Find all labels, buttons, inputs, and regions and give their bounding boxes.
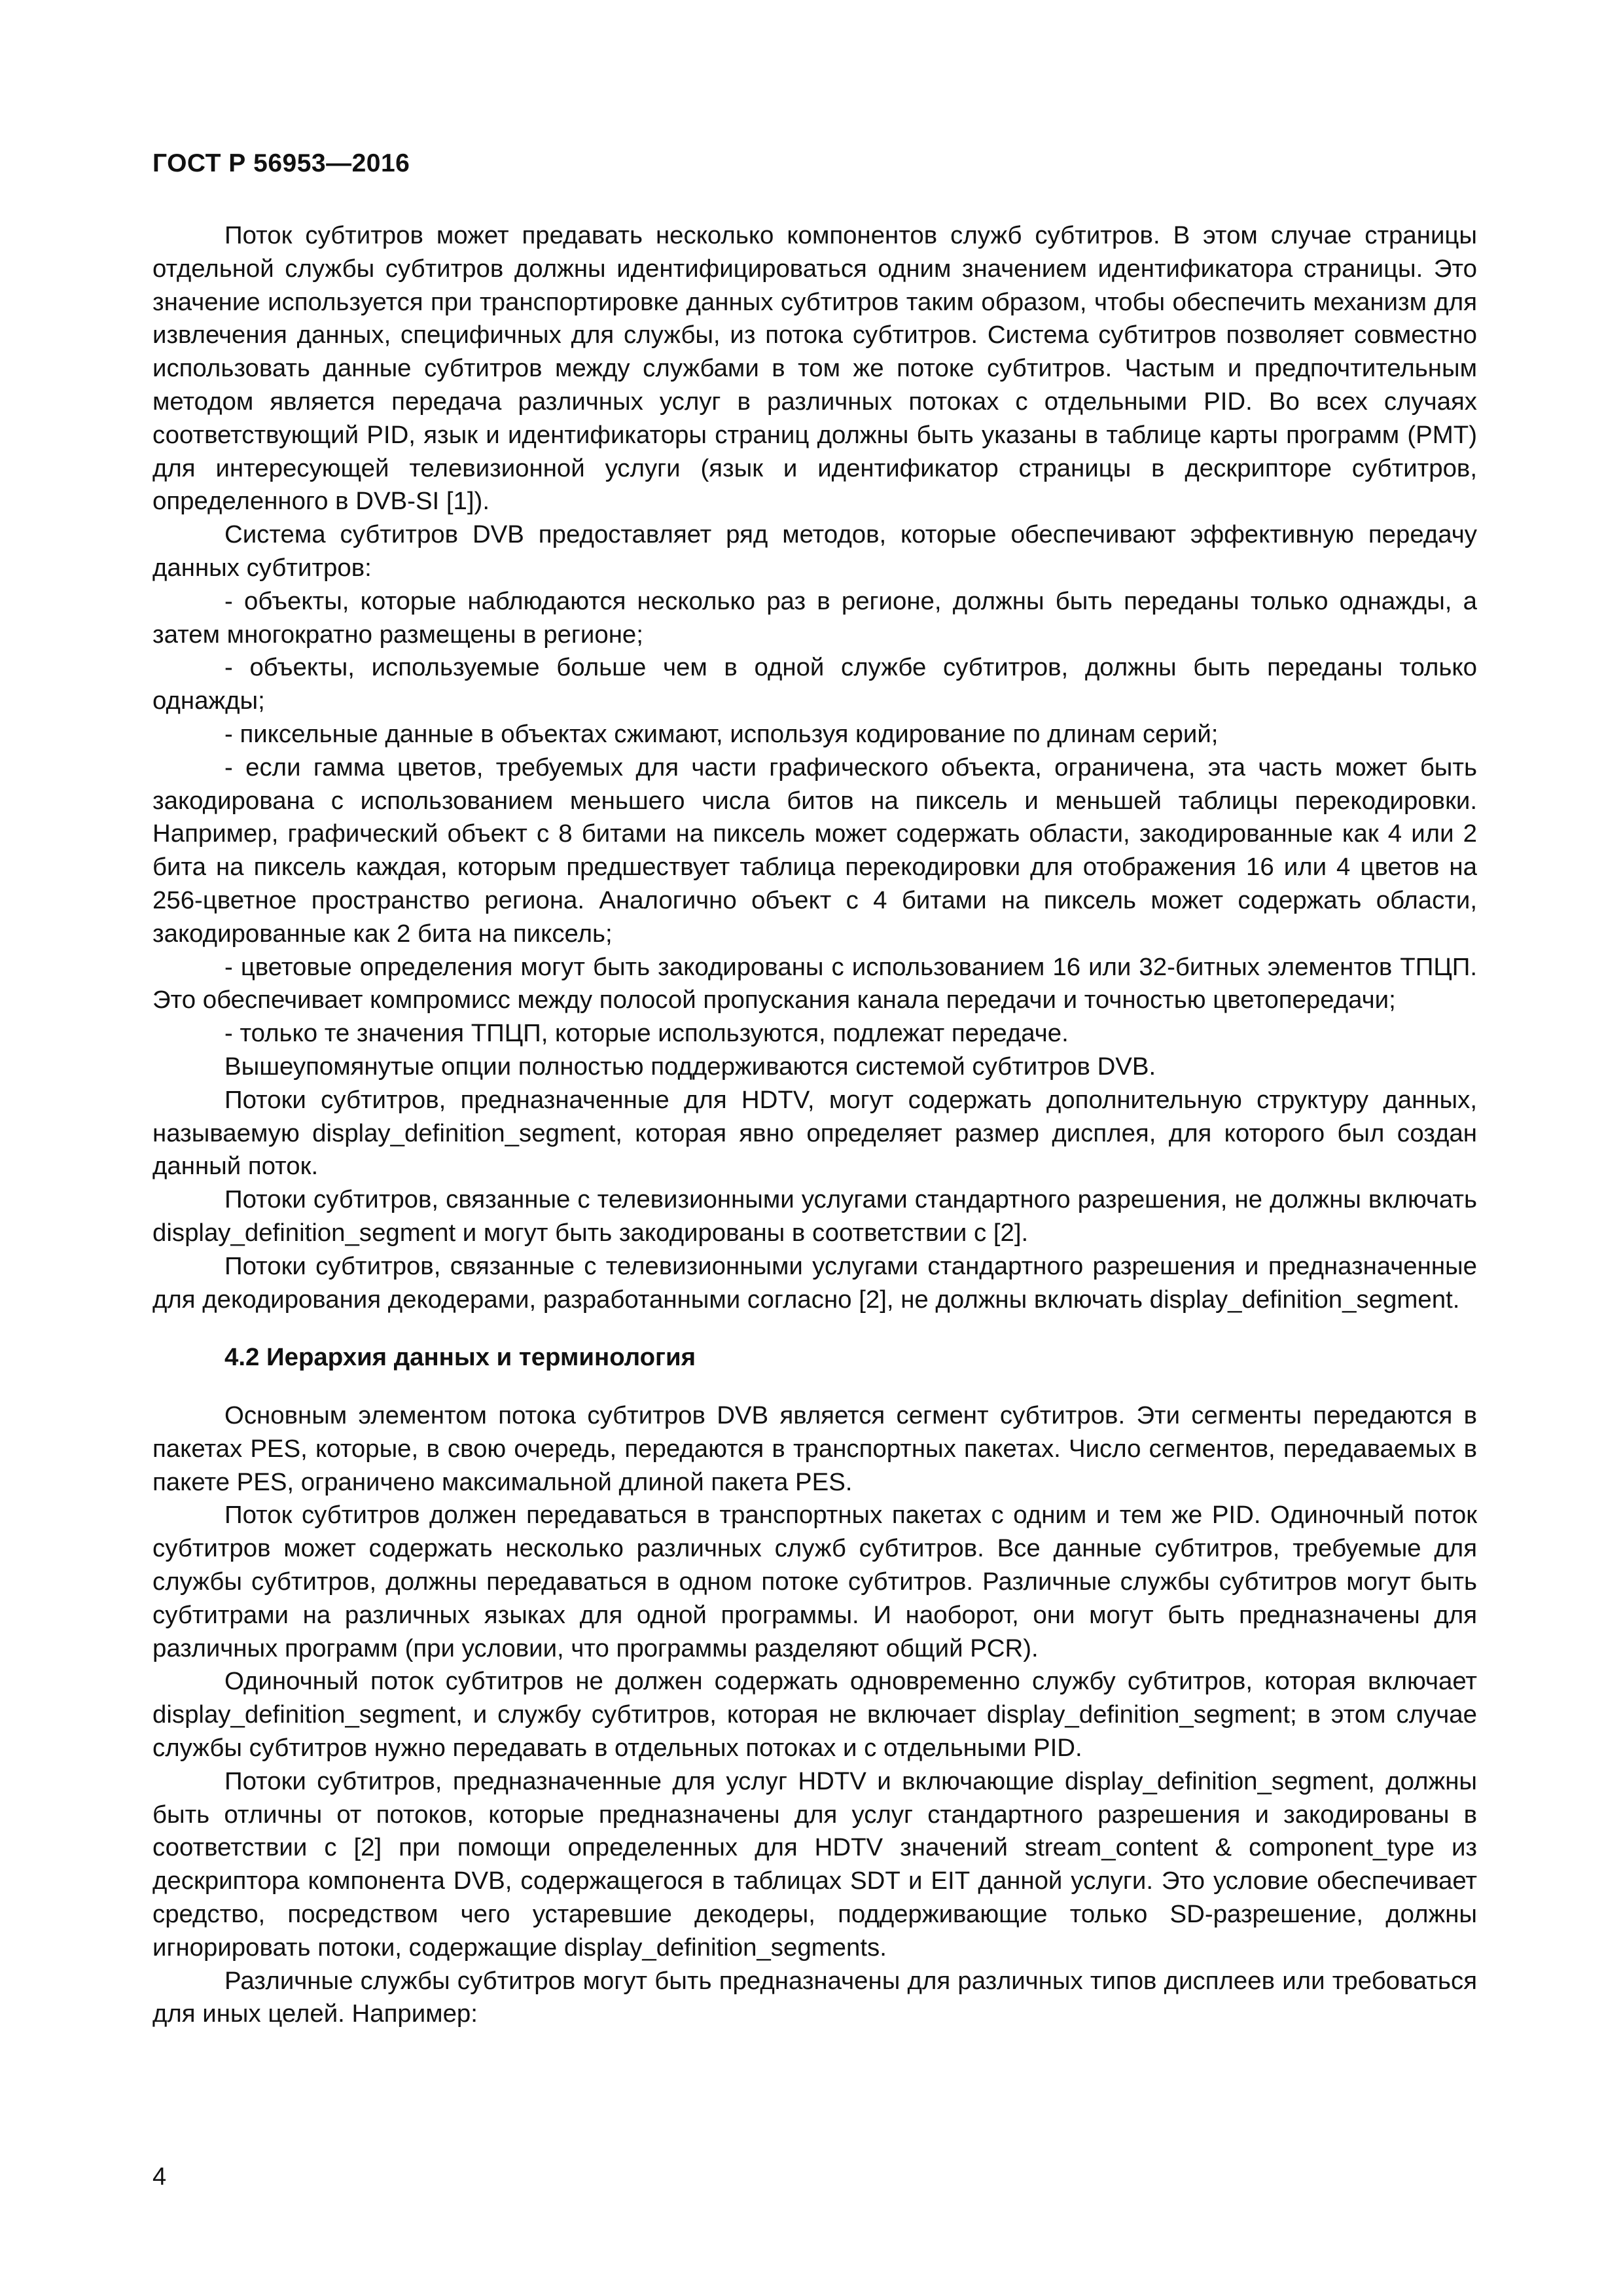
paragraph: Потоки субтитров, связанные с телевизионными услугами стандартного разрешения и предназначенные для декодирования декодерами, разработанными согласно [2], не должны включать display_definition_segment. <box>152 1251 1477 1314</box>
document-header: ГОСТ Р 56953—2016 <box>152 149 410 177</box>
paragraph: Одиночный поток субтитров не должен содержать одновременно службу субтитров, которая включает display_definition_segment, и службу субтитров, которая не включает display_definition_segment; в этом случае службы субтитров нужно передавать в отдельных потоках и с отдельными PID. <box>152 1667 1477 1763</box>
list-item: - цветовые определения могут быть закодированы с использованием 16 или 32-битных элементов ТПЦП. Это обеспечивает компромисс между полосой пропускания канала передачи и точностью цветопередачи; <box>152 952 1477 1014</box>
list-item: - только те значения ТПЦП, которые используются, подлежат передаче. <box>224 1019 1069 1048</box>
paragraph: Поток субтитров может предавать несколько компонентов служб субтитров. В этом случае страницы отдельной службы субтитров должны идентифицироваться одним значением идентификатора страницы. Это значение используется при транспортировке данных субтитров таким образом, чтобы обеспечить механизм для извлечения данных, специфичных для службы, из потока субтитров. Система субтитров позволяет совместно использовать данные субтитров между службами в том же потоке субтитров. Частым и предпочтительным методом является передача различных услуг в различных потоках с отдельными PID. Во всех случаях соответствующий PID, язык и идентификаторы страниц должны быть указаны в таблице карты программ (PMT) для интересующей телевизионной услуги (язык и идентификатор страницы в дескрипторе субтитров, определенного в DVB-SI [1]). <box>152 221 1477 516</box>
list-item: - пиксельные данные в объектах сжимают, используя кодирование по длинам серий; <box>224 719 1219 748</box>
document-body <box>152 219 1477 2031</box>
list-item: - объекты, которые наблюдаются несколько раз в регионе, должны быть переданы только однажды, а затем многократно размещены в регионе; <box>152 586 1477 649</box>
paragraph: Потоки субтитров, предназначенные для HDTV, могут содержать дополнительную структуру данных, называемую display_definition_segment, которая явно определяет размер дисплея, для которого был создан данный поток. <box>152 1085 1477 1181</box>
paragraph: Вышеупомянутые опции полностью поддерживаются системой субтитров DVB. <box>224 1052 1156 1081</box>
section-heading: 4.2 Иерархия данных и терминология <box>224 1343 696 1372</box>
paragraph: Поток субтитров должен передаваться в транспортных пакетах с одним и тем же PID. Одиночный поток субтитров может содержать несколько различных служб субтитров. Все данные субтитров, требуемые для службы субтитров, должны передаваться в одном потоке субтитров. Различные службы субтитров могут быть субтитрами на различных языках для одной программы. И наоборот, они могут быть предназначены для различных программ (при условии, что программы разделяют общий PCR). <box>152 1501 1477 1662</box>
paragraph: Потоки субтитров, предназначенные для услуг HDTV и включающие display_definition_segment, должны быть отличны от потоков, которые предназначены для услуг стандартного разрешения и закодированы в соответствии с [2] при помощи определенных для HDTV значений stream_content & component_type из дескриптора компонента DVB, содержащегося в таблицах SDT и EIT данной услуги. Это условие обеспечивает средство, посредством чего устаревшие декодеры, поддерживающие только SD-разрешение, должны игнорировать потоки, содержащие display_definition_segments. <box>152 1767 1477 1962</box>
page-number: 4 <box>152 2163 167 2191</box>
paragraph: Система субтитров DVB предоставляет ряд методов, которые обеспечивают эффективную передачу данных субтитров: <box>152 520 1477 582</box>
paragraph: Различные службы субтитров могут быть предназначены для различных типов дисплеев или требоваться для иных целей. Например: <box>152 1966 1477 2028</box>
paragraph: Основным элементом потока субтитров DVB является сегмент субтитров. Эти сегменты передаются в пакетах PES, которые, в свою очередь, передаются в транспортных пакетах. Число сегментов, передаваемых в пакете PES, ограничено максимальной длиной пакета PES. <box>152 1401 1477 1496</box>
list-item: - если гамма цветов, требуемых для части графического объекта, ограничена, эта часть может быть закодирована с использованием меньшего числа битов на пиксель и меньшей таблицы перекодировки. Например, графический объект с 8 битами на пиксель может содержать области, закодированные как 4 или 2 бита на пиксель каждая, которым предшествует таблица перекодировки для отображения 16 или 4 цветов на 256-цветное пространство региона. Аналогично объект с 4 битами на пиксель может содержать области, закодированные как 2 бита на пиксель; <box>152 753 1477 948</box>
paragraph: Потоки субтитров, связанные с телевизионными услугами стандартного разрешения, не должны включать display_definition_segment и могут быть закодированы в соответствии с [2]. <box>152 1185 1477 1247</box>
list-item: - объекты, используемые больше чем в одной службе субтитров, должны быть переданы только однажды; <box>152 653 1477 715</box>
